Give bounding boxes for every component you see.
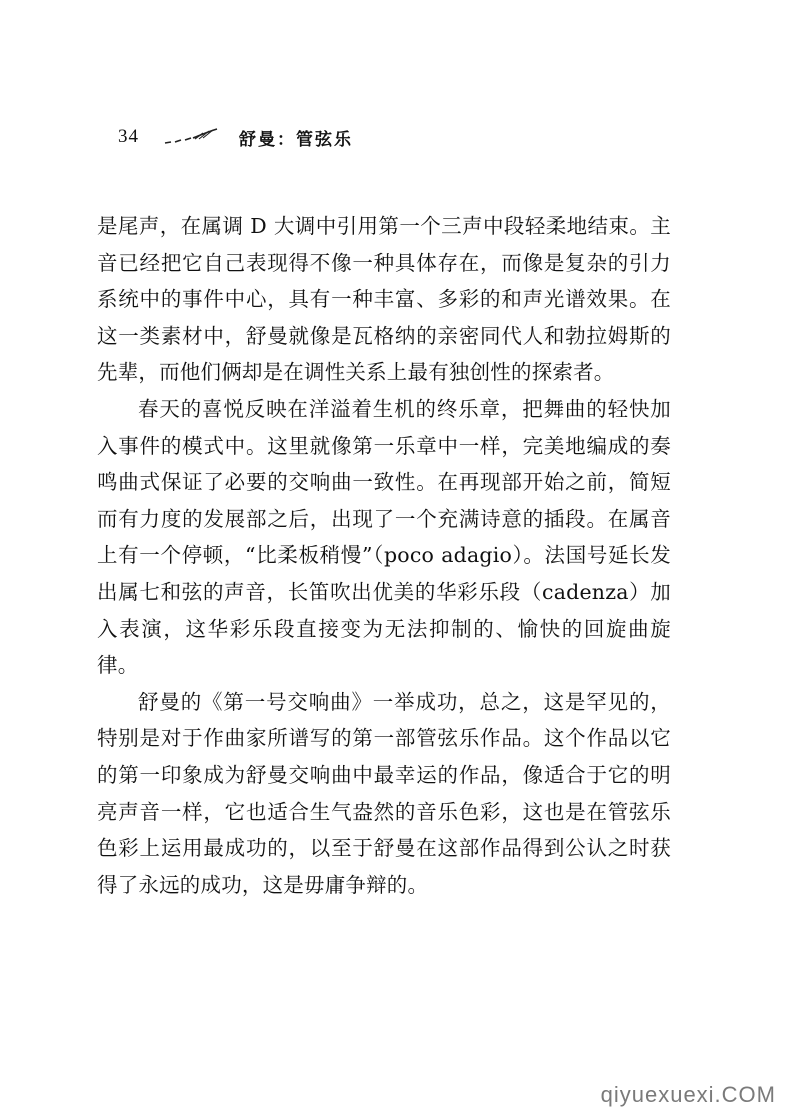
quill-flourish-icon — [163, 127, 219, 147]
page-header — [118, 122, 353, 152]
body-text — [97, 208, 671, 903]
paragraph-3: 舒曼的《第一号交响曲》一举成功，总之，这是罕见的，特别是对于作曲家所谱写的第一部管弦乐作品。这个作品以它的第一印象成为舒曼交响曲中最幸运的作品，像适合于它的明亮声音一样，它也适合生气盎然的音乐色彩，这也是在管弦乐色彩上运用最成功的，以至于舒曼在这部作品得到公认之时获得了永远的成功，这是毋庸争辩的。 — [97, 689, 671, 897]
running-title: 舒曼：管弦乐 — [239, 129, 353, 150]
site-watermark: qiyuexuexi.COM — [600, 1082, 776, 1107]
paragraph-2: 春天的喜悦反映在洋溢着生机的终乐章，把舞曲的轻快加入事件的模式中。这里就像第一乐章中一样，完美地编成的奏鸣曲式保证了必要的交响曲一致性。在再现部开始之前，简短而有力度的发展部之后，出现了一个充满诗意的插段。在属音上有一个停顿，“比柔板稍慢”（poco adagio）。法国号延长发出属七和弦的声音，长笛吹出优美的华彩乐段（cadenza）加入表演，这华彩乐段直接变为无法抑制的、愉快的回旋曲旋律。 — [97, 396, 671, 678]
paragraph-1: 是尾声，在属调 D 大调中引用第一个三声中段轻柔地结束。主音已经把它自己表现得不像一种具体存在，而像是复杂的引力系统中的事件中心，具有一种丰富、多彩的和声光谱效果。在这一类素材中，舒曼就像是瓦格纳的亲密同代人和勃拉姆斯的先辈，而他们俩却是在调性关系上最有独创性的探索者。 — [97, 214, 671, 385]
page-number: 34 — [118, 126, 139, 147]
